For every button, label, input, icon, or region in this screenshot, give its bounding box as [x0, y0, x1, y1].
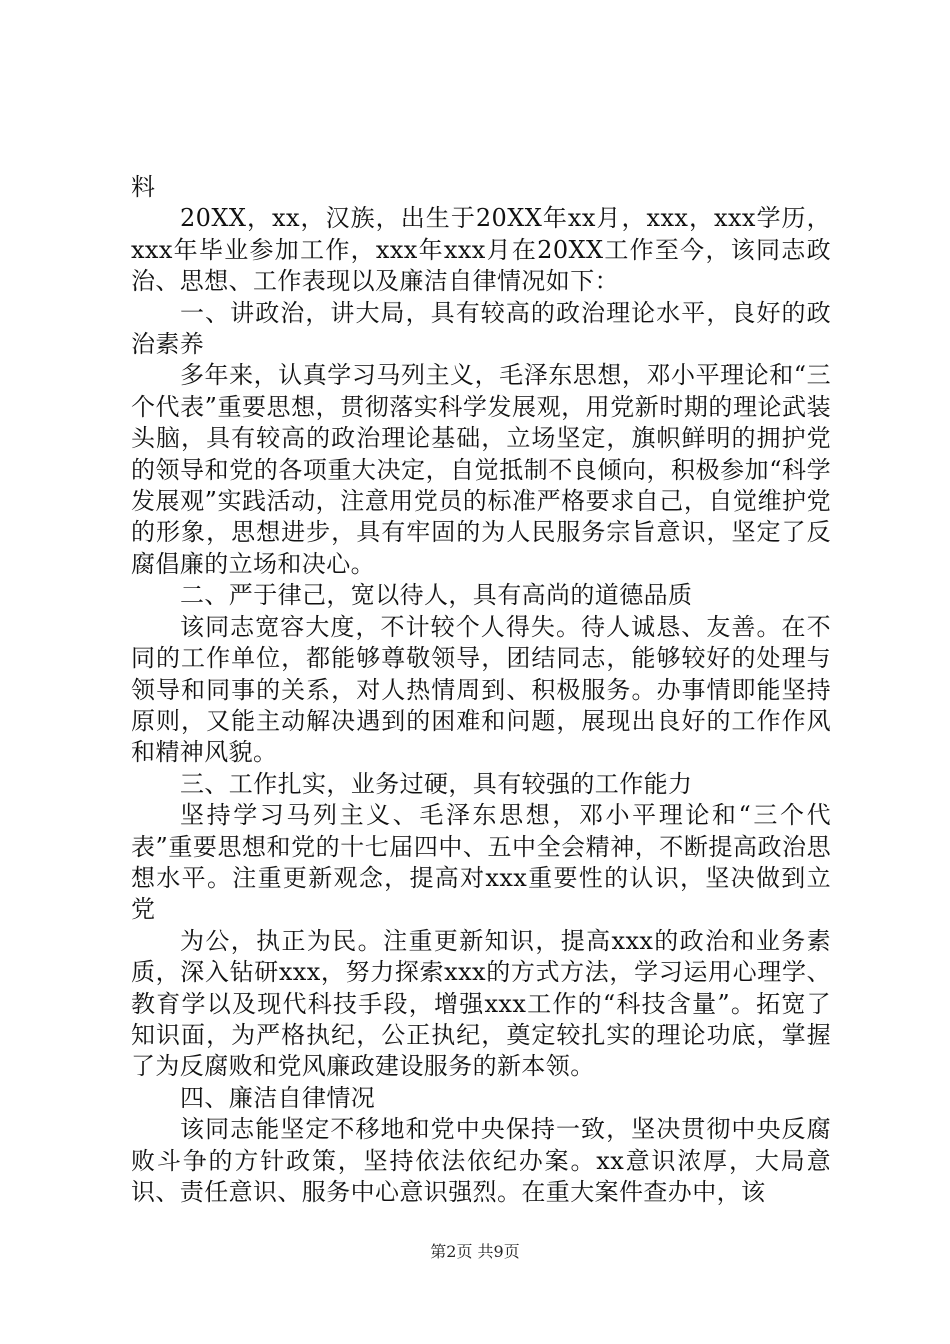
document-body — [131, 172, 831, 1208]
paragraph: 坚持学习马列主义、毛泽东思想，邓小平理论和“三个代表”重要思想和党的十七届四中、五中全会精神，不断提高政治思想水平。注重更新观念，提高对xxx重要性的认识，坚决做到立党 — [131, 801, 831, 924]
paragraph: 为公，执正为民。注重更新知识，提高xxx的政治和业务素质，深入钻研xxx，努力探索xxx的方式方法，学习运用心理学、教育学以及现代科技手段，增强xxx工作的“科技含量”。拓宽了知识面，为严格执纪，公正执纪，奠定较扎实的理论功底，掌握了为反腐败和党风廉政建设服务的新本领。 — [131, 926, 831, 1081]
paragraph: 三、工作扎实，业务过硬，具有较强的工作能力 — [180, 769, 693, 798]
paragraph: 20XX，xx，汉族，出生于20XX年xx月，xxx，xxx学历，xxx年毕业参加工作，xxx年xxx月在20XX工作至今，该同志政治、思想、工作表现以及廉洁自律情况如下： — [131, 204, 831, 296]
paragraph: 该同志能坚定不移地和党中央保持一致，坚决贯彻中央反腐败斗争的方针政策，坚持依法依纪办案。xx意识浓厚，大局意识、责任意识、服务中心意识强烈。在重大案件查办中，该 — [131, 1115, 831, 1206]
paragraph: 一、讲政治，讲大局，具有较高的政治理论水平，良好的政治素养 — [131, 298, 831, 359]
paragraph: 二、严于律己，宽以待人，具有高尚的道德品质 — [180, 581, 693, 610]
paragraph: 四、廉洁自律情况 — [180, 1083, 376, 1112]
page-number-footer: 第2页 共9页 — [430, 1242, 520, 1261]
paragraph: 多年来，认真学习马列主义，毛泽东思想，邓小平理论和“三个代表”重要思想，贯彻落实科学发展观，用党新时期的理论武装头脑，具有较高的政治理论基础，立场坚定，旗帜鲜明的拥护党的领导和党的各项重大决定，自觉抵制不良倾向，积极参加“科学发展观”实践活动，注意用党员的标准严格要求自己，自觉维护党的形象，思想进步，具有牢固的为人民服务宗旨意识，坚定了反腐倡廉的立场和决心。 — [131, 361, 831, 578]
paragraph: 料 — [131, 173, 156, 201]
paragraph: 该同志宽容大度，不计较个人得失。待人诚恳、友善。在不同的工作单位，都能够尊敬领导，团结同志，能够较好的处理与领导和同事的关系，对人热情周到、积极服务。办事情即能坚持原则，又能主动解决遇到的困难和问题，展现出良好的工作作风和精神风貌。 — [131, 612, 831, 767]
